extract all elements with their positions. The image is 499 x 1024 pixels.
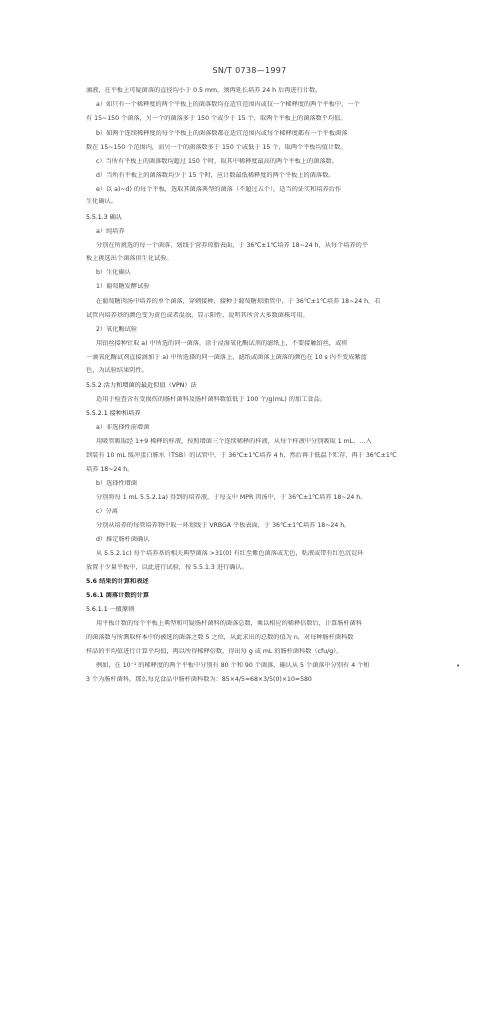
body-line: 3 个为肠杆菌科，那么每克食品中肠杆菌科数为：85×4/5=68×3/5(0)×10=580: [86, 676, 312, 683]
body-line: e）以 a)~d) 的每个平板，选取其菌落典型的菌落（不超过五个），适当的证实和培养后作: [96, 186, 342, 193]
section-heading: 5.6.1.1 一般原则: [86, 606, 135, 613]
body-line: d）当所有平板上的菌落数均少于 15 个时，应计数最低稀释度的两个平板上的菌落数。: [96, 172, 335, 179]
section-heading: 5.5.2.1 接种和培养: [86, 410, 141, 417]
body-line: 在葡萄糖肉汤中培养的单个菌落，穿刺接种，接种于葡萄糖琼脂管中，于 36℃±1℃培养 18~24 h，若: [96, 298, 381, 305]
body-line: 一滴氧化酶试剂直接滴加于 a) 中所选择的同一菌落上，滤纸或菌落上菌落的颜色在 10 s 内不变成紫蓝: [86, 354, 367, 361]
body-line: 数在 15~150 个范围内，而另一个的菌落数多于 150 个或低于 15 个，取两个平板均值计数。: [86, 144, 347, 151]
stray-mark: •: [456, 662, 461, 670]
body-line: 从 5.5.2.1c) 每个培养基的相关典型菌落 >31(0) 有红至紫色菌落或无色，粘液或带有红色沉淀环: [96, 550, 364, 557]
body-line: 用铂丝接种针取 a) 中所选的同一菌落，涂于浸湿氧化酶试剂的滤纸上，不要接触铂丝，或将: [96, 340, 348, 347]
body-line: 有 15~150 个菌落，另一个的菌落多于 150 个或少于 15 个，取两个平板上的菌落数平均值。: [86, 115, 347, 122]
body-line: 例如，在 10⁻¹ 的稀释度的两个平板中分别有 80 个和 90 个菌落，确认从 5 个菌落中分别有 4 个和: [96, 662, 370, 669]
body-line: b）选择性增菌: [96, 480, 138, 487]
body-line: c）分离: [96, 508, 118, 515]
body-line: 2）氧化酶试验: [96, 326, 138, 333]
body-line: 用吸管吸取经 1+9 稀释的样液，按照增菌三个连续稀释的样液，从每个样液中分别吸取 1 mL，…入: [96, 438, 372, 445]
body-line: b）如两个连续稀释度的每个平板上的菌落数都在适宜范围内或每个稀释度都有一个平板菌落: [96, 130, 348, 137]
body-line: 生化确认。: [86, 198, 117, 205]
body-line: 培养 18~24 h。: [86, 466, 134, 473]
body-line: 样品的平均值进行计算平均值，再以所得稀释倍数，得出每 g 或 mL 的肠杆菌科数（cfu/g）。: [86, 648, 343, 655]
body-line: 的菌落数与所测取样本中的被选的菌落之数 5 之位，从此求出的总数的值为 n，对每种肠杆菌科数: [86, 634, 354, 641]
section-heading: 5.5.2 活力和增菌的最近似值（VPN）法: [86, 382, 197, 389]
body-line: a）如只有一个稀释度的两个平板上的菌落数均在适宜范围内或仅一个稀释度的两个平板中，一个: [96, 101, 360, 108]
page-header: SN/T 0738—1997: [212, 66, 287, 75]
body-line: 到装有 10 mL 缓冲蛋白胨水（TSB）的试管中，于 36℃±1℃培养 4 h，然后再于低温下贮存，再于 36℃±1℃: [86, 452, 397, 459]
section-heading: 5.5.1.3 确认: [86, 214, 122, 221]
body-line: 1）葡萄糖发酵试验: [96, 283, 150, 290]
body-line: 放置于少量平板中，以此进行试验，按 5.5.1.3 进行确认。: [86, 564, 248, 571]
body-line: 适用于检查含有受损伤的肠杆菌科及肠杆菌科数值低于 100 个/g(mL) 的加工食品。: [96, 396, 326, 403]
body-line: d）推定肠杆菌确认: [96, 536, 150, 543]
body-line: 分别在所挑选的每一个菌落，划线于营养琼脂表面，于 36℃±1℃培养 18~24 h，从每个培养的平: [96, 242, 369, 249]
body-line: 色，为试验结果阴性。: [86, 367, 148, 374]
body-line: 分别将每 1 mL 5.5.2.1a) 得到的培养液，于每支中 MPR 肉汤中，于 36℃±1℃培养 18~24 h。: [96, 494, 367, 501]
body-line: 滴液，在平板上可疑菌落的直径均小于 0.5 mm，须再延长培养 24 h 后再进行计数。: [86, 87, 322, 94]
body-line: a）纯培养: [96, 228, 125, 235]
body-line: 板上挑选出个菌落供生化试验。: [86, 255, 173, 262]
body-line: c）当所有平板上的菌落数均超过 150 个时，取其中稀释度最高的两个平板上的菌落数。: [96, 158, 338, 165]
body-line: a）非选择性前增菌: [96, 424, 150, 431]
section-heading: 5.6 结果的计算和表述: [86, 578, 149, 585]
body-line: 分别从培养的每管培养物中取一环划线于 VRBGA 平板表面，于 36℃±1℃培养 18~24 h。: [96, 522, 351, 529]
section-heading: 5.6.1 菌落计数的计算: [86, 592, 150, 599]
body-line: b）生化确认: [96, 269, 131, 276]
body-line: 用平板计数的每个平板上典型和可疑肠杆菌科的菌落总数，乘以相应的稀释倍数后，计算肠杆菌科: [96, 620, 363, 627]
body-line: 试管内培养基的颜色变为黄色或者混浊，显示阳性，说明其所含大多数菌株可用。: [86, 312, 309, 319]
